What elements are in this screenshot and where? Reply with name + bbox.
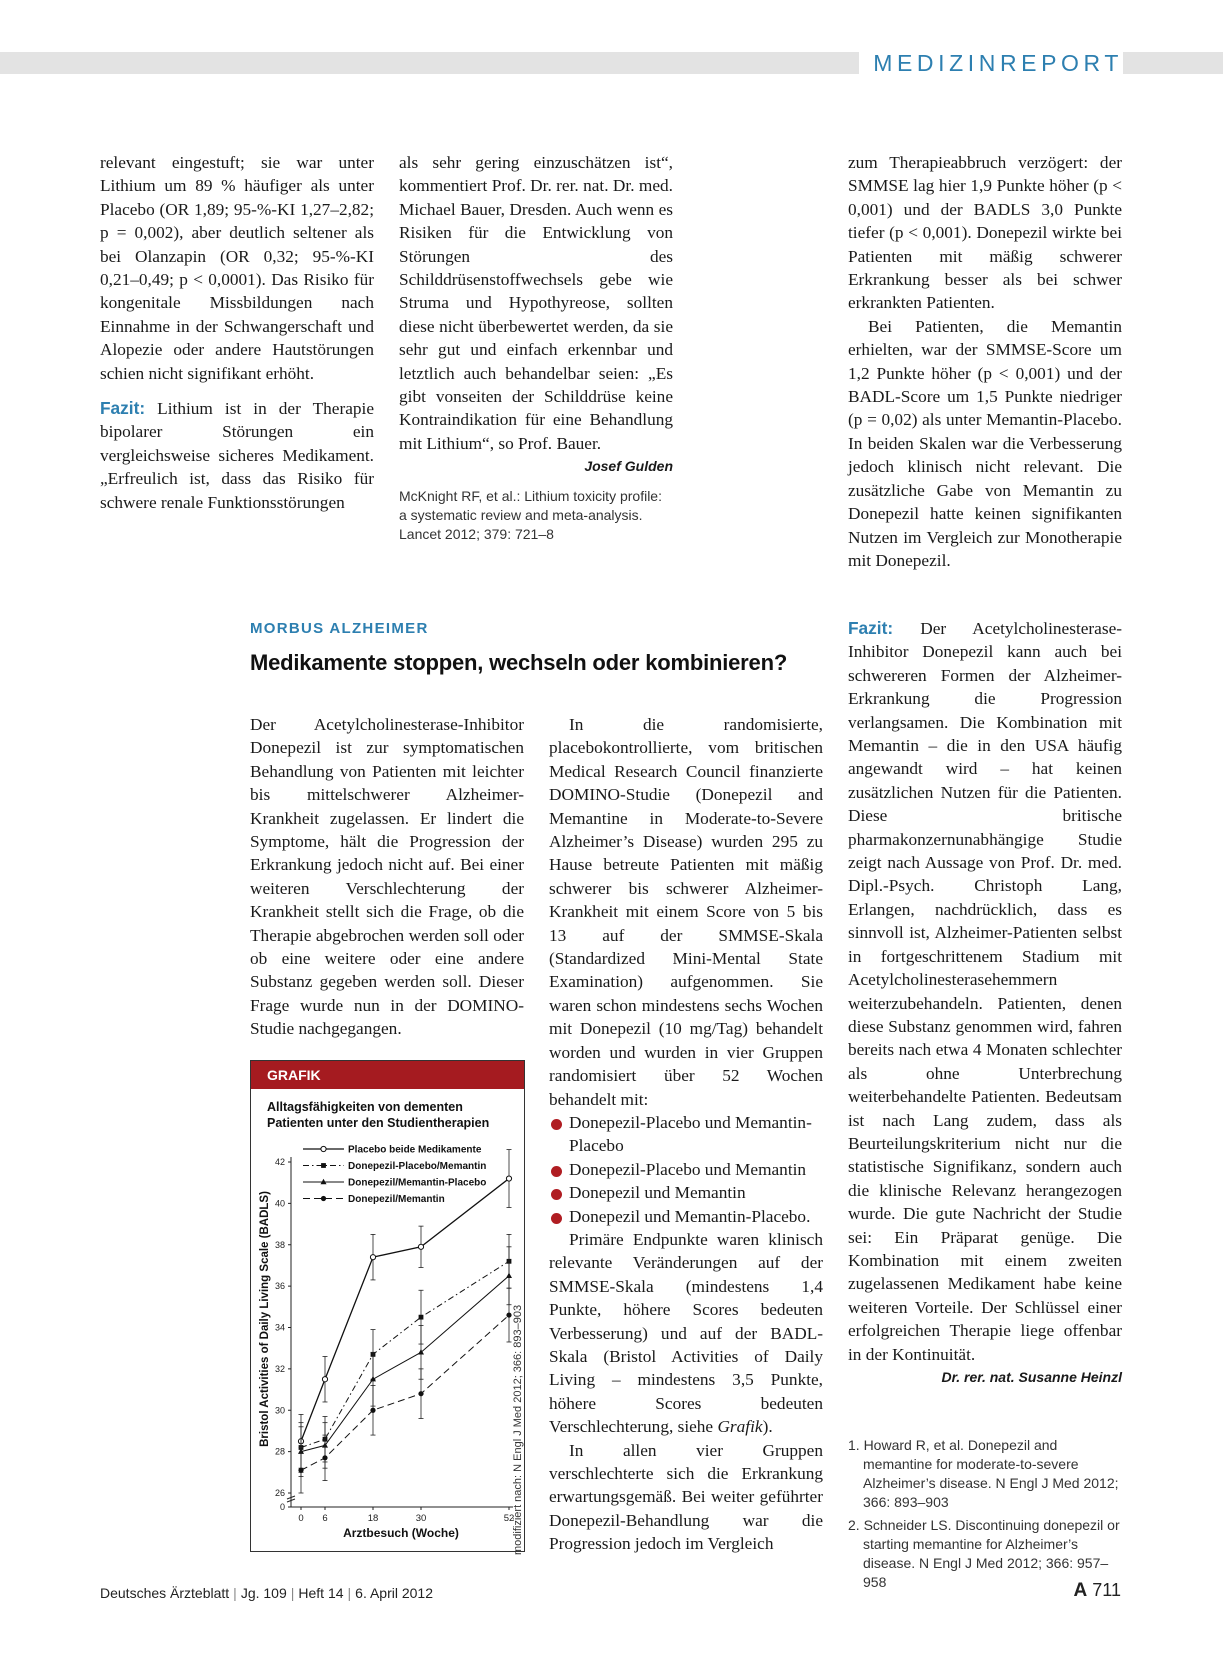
figure-label: GRAFIK: [251, 1061, 524, 1089]
article-kicker: MORBUS ALZHEIMER: [250, 620, 429, 637]
series-line-3: [301, 1276, 509, 1452]
data-point: [370, 1255, 375, 1260]
data-point: [506, 1273, 512, 1278]
y-tick-label: 26: [274, 1488, 285, 1498]
data-point: [506, 1312, 511, 1317]
x-tick-label: 6: [322, 1513, 328, 1524]
x-tick-label: 30: [415, 1513, 427, 1524]
list-item: Donepezil und Memantin-Placebo.: [549, 1205, 823, 1228]
data-point: [298, 1468, 303, 1473]
column-alzheimer-right-top: [848, 151, 1122, 572]
column-alzheimer-3: [848, 617, 1122, 1389]
issue: Heft 14: [298, 1585, 344, 1601]
article-headline: Medikamente stoppen, wechseln oder kombinieren?: [250, 650, 788, 675]
x-axis-label: Arztbesuch (Woche): [343, 1526, 459, 1540]
legend-marker: [321, 1146, 326, 1151]
y-tick-label: 0: [279, 1502, 285, 1512]
x-tick-label: 18: [367, 1513, 379, 1524]
reference-list: [848, 1436, 1128, 1596]
data-point: [370, 1408, 375, 1413]
citation-line: McKnight RF, et al.: Lithium toxicity profile:: [399, 487, 662, 504]
list-item: Donepezil-Placebo und Memantin-Placebo: [549, 1111, 823, 1158]
x-tick-label: 52: [503, 1513, 515, 1524]
figure-reference: Grafik: [717, 1417, 763, 1437]
page-prefix: A: [1073, 1580, 1088, 1601]
list-item: Donepezil und Memantin: [549, 1181, 823, 1204]
legend-label: Placebo beide Medikamente: [348, 1144, 482, 1156]
legend-label: Donepezil-Placebo/Memantin: [348, 1161, 487, 1172]
chart-title-line-1: Alltagsfähigkeiten von dementen: [267, 1100, 463, 1114]
y-axis-label: Bristol Activities of Daily Living Scale (BADLS): [259, 1191, 271, 1447]
legend-label: Donepezil/Memantin-Placebo: [348, 1177, 487, 1189]
legend-marker: [321, 1196, 326, 1201]
y-tick-label: 28: [274, 1446, 285, 1457]
chart-title-line-2: Patienten unter den Studientherapien: [267, 1116, 490, 1130]
series-line-4: [301, 1315, 509, 1470]
column-alzheimer-1: [250, 713, 524, 1041]
group-list: [549, 1111, 823, 1228]
fazit-label: Fazit:: [848, 618, 894, 638]
paragraph: relevant eingestuft; sie war unter Lithium um 89 % häufiger als unter Placebo (OR 1,89; 95-%-KI 1,27–2,82; p = 0,002), aber deutlich seltener als bei Olanzapin (OR 0,32; 95-%-KI 0,21–0,49; p < 0,0001). Das Risiko für kongenitale Missbildungen nach Einnahme in der Schwangerschaft und Alopezie oder andere Hautstörungen schien nicht signifikant erhöht.: [100, 153, 374, 383]
section-label: MEDIZINREPORT: [859, 48, 1123, 78]
figure-credit: modifiziert nach: N Engl J Med 2012; 366: 893–903: [512, 1304, 524, 1555]
paragraph: [399, 151, 673, 475]
page-number-value: 711: [1092, 1580, 1121, 1600]
author-byline: Dr. rer. nat. Susanne Heinzl: [941, 1369, 1122, 1385]
y-tick-label: 42: [274, 1157, 285, 1167]
data-point: [322, 1377, 327, 1382]
x-tick-label: 0: [298, 1513, 304, 1524]
paragraph-text: als sehr gering einzuschätzen ist“, kommentiert Prof. Dr. rer. nat. Dr. med. Michael Bauer, Dresden. Auch wenn es Risiken für die Entwicklung von Störungen des Schilddrüsenstoffwechsels gebe wie Struma und Hypothyreose, sollten diese nicht überbewertet werden, da sie sehr gut und einfach erkennbar und letztlich auch behandelbar seien: „Es gibt vonseiten der Schilddrüse keine Kontraindikation für eine Behandlung mit Lithium“, so Prof. Bauer.: [399, 153, 673, 453]
page-number: [1074, 1580, 1121, 1602]
y-tick-label: 38: [274, 1239, 285, 1250]
citation: [399, 487, 673, 544]
fazit-text: Der Acetylcholinesterase-Inhibitor Donepezil kann auch bei schwereren Formen der Alzheimer-Erkrankung die Progression verlangsamen. Die Kombination mit Memantin – die in den USA häufig angewandt wird – hat keinen zusätzlichen Nutzen für die Patienten. Diese britische pharmakonzernunabhängige Studie zeigt nach Aussage von Prof. Dr. med. Dipl.-Psych. Christoph Lang, Erlangen, nachdrücklich, dass es sinnvoll ist, Alzheimer-Patienten selbst in fortgeschrittenem Stadium mit Acetylcholinesterasehemmern weiterzubehandeln. Patienten, denen diese Substanz genommen wird, fahren bereits nach etwa 4 Monaten schlechter als ohne Unterbrechung weiterbehandelte Patienten. Bedeutsam ist nach Lang zudem, dass als Beurteilungskriterium nicht nur die statistische Signifikanz, sondern auch die klinische Relevanz herangezogen wurde. Die gute Nachricht der Studie sei: Ein Präparat genüge. Die Kombination mit einem zweiten zugelassenen Medikament habe keine weiteren Vorteile. Der Schlüssel einer erfolgreichen Therapie liege offenbar in der Kontinuität.: [848, 619, 1122, 1364]
paragraph: Bei Patienten, die Memantin erhielten, war der SMMSE-Score um 1,2 Punkte höher (p < 0,001) und der BADL-Score um 1,5 Punkte niedriger (p = 0,02) als unter Memantin-Placebo. In beiden Skalen war die Verbesserung jedoch klinisch nicht relevant. Die zusätzliche Gabe von Memantin zu Donepezil hatte keinen signifikanten Nutzen im Vergleich zur Monotherapie mit Donepezil.: [848, 316, 1122, 570]
paragraph: zum Therapieabbruch verzögert: der SMMSE lag hier 1,9 Punkte höher (p < 0,001) und der BADLS 3,0 Punkte tiefer (p < 0,001). Donepezil wirkte bei Patienten mit mäßig schwerer Erkrankung besser als bei schwer erkrankten Patienten.: [848, 153, 1122, 313]
fazit-paragraph: [100, 397, 374, 514]
series-line-2: [301, 1261, 509, 1447]
data-point: [370, 1376, 376, 1381]
data-point: [418, 1244, 423, 1249]
column-alzheimer-2: [549, 713, 823, 1556]
citation-line: Lancet 2012; 379: 721–8: [399, 525, 554, 542]
y-tick-label: 36: [274, 1281, 285, 1292]
paragraph-text: Primäre Endpunkte waren klinisch relevante Veränderungen auf der SMMSE-Skala (mindestens 1,4 Punkte, höhere Scores bedeuten Verbesserung) und auf der BADL-Skala (Bristol Activities of Daily Living – mindestens 3,5 Punkte, höhere Scores bedeuten Verschlechterung, siehe: [549, 1229, 823, 1437]
y-tick-label: 30: [274, 1405, 285, 1416]
reference-item: 1. Howard R, et al. Donepezil and memantine for moderate-to-severe Alzheimer’s disease. N Engl J Med 2012; 366: 893–903: [848, 1437, 1119, 1510]
paragraph: [549, 1228, 823, 1439]
paragraph: In die randomisierte, placebokontrollierte, vom britischen Medical Research Council finanzierte DOMINO-Studie (Donepezil and Memantine in Moderate-to-Severe Alzheimer’s Disease) wurden 295 zu Hause betreute Patienten mit mäßig schwerer bis schwerer Alzheimer-Krankheit mit einem Score von 5 bis 13 auf der SMMSE-Skala (Standardized Mini-Mental State Examination) aufgenommen. Sie waren schon mindestens sechs Wochen mit Donepezil (10 mg/Tag) behandelt worden und wurden in vier Gruppen randomisiert über 52 Wochen behandelt mit:: [549, 715, 823, 1109]
author-byline: Josef Gulden: [584, 458, 673, 475]
fazit-paragraph: [848, 617, 1122, 1385]
series-line-1: [301, 1179, 509, 1442]
fazit-label: Fazit:: [100, 398, 146, 419]
data-point: [322, 1455, 327, 1460]
fazit-text: Lithium ist in der Therapie bipolarer Störungen ein vergleichsweise sicheres Medikament. „Erfreulich ist, dass das Risiko für schwere renale Funktionsstörungen: [100, 399, 374, 512]
y-tick-label: 40: [274, 1198, 285, 1209]
line-chart: [251, 1089, 524, 1551]
paragraph: Der Acetylcholinesterase-Inhibitor Donepezil ist zur symptomatischen Behandlung von Patienten mit leichter bis mittelschwerer Alzheimer-Krankheit zugelassen. Er lindert die Symptome, hält die Progression der Erkrankung jedoch nicht auf. Bei einer weiteren Verschlechterung der Krankheit stellt sich die Frage, ob die Therapie abgebrochen werden soll oder ob eine weitere oder eine andere Substanz gegeben werden soll. Dieser Frage wurde nun in der DOMINO-Studie nachgegangen.: [250, 715, 524, 1039]
journal-name: Deutsches Ärzteblatt: [100, 1585, 230, 1601]
figure-box: [250, 1060, 525, 1552]
reference-item: 2. Schneider LS. Discontinuing donepezil or starting memantine for Alzheimer’s disease. N Engl J Med 2012; 366: 957–958: [848, 1517, 1120, 1590]
y-tick-label: 32: [274, 1363, 285, 1374]
footer: Deutsches Ärzteblatt | Jg. 109 | Heft 14 | 6. April 2012: [100, 1585, 434, 1601]
volume: Jg. 109: [240, 1585, 287, 1601]
legend-marker: [321, 1163, 326, 1168]
paragraph: In allen vier Gruppen verschlechterte sich die Erkrankung erwartungsgemäß. Bei weiter geführter Donepezil-Behandlung war die Progression jedoch im Vergleich: [549, 1440, 823, 1554]
y-tick-label: 34: [274, 1322, 285, 1333]
citation-line: a systematic review and meta-analysis.: [399, 506, 643, 523]
date: 6. April 2012: [355, 1585, 434, 1601]
paragraph-text: ).: [762, 1417, 773, 1437]
data-point: [418, 1391, 423, 1396]
column-lithium-1: [100, 151, 374, 514]
data-point: [419, 1315, 424, 1320]
list-item: Donepezil-Placebo und Memantin: [549, 1158, 823, 1181]
legend-label: Donepezil/Memantin: [348, 1194, 445, 1205]
column-lithium-2: [399, 151, 673, 544]
data-point: [506, 1176, 511, 1181]
